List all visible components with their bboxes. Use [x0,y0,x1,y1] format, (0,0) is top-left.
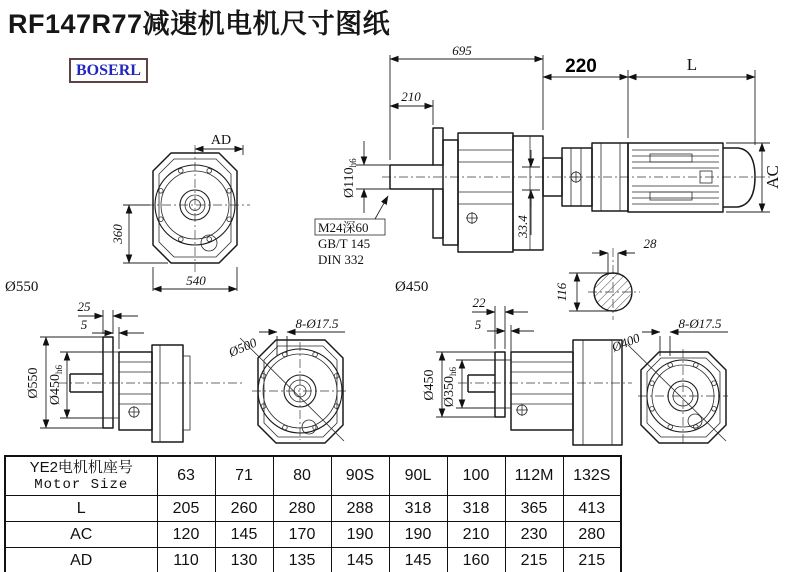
table-cell: 280 [273,496,331,522]
table-cell: 130 [215,548,273,572]
table-cell: 170 [273,522,331,548]
table-cell: 205 [157,496,215,522]
table-row-L [5,496,621,522]
table-cell: 318 [447,496,505,522]
dim-33-4: 33.4 [515,215,530,238]
dim-L: L [686,55,698,74]
header-en: Motor Size [34,476,129,493]
label-dia550: Ø550 [5,279,39,295]
table-cell: 318 [389,496,447,522]
size-col-71: 71 [215,456,273,496]
flange-front-view-400 [609,316,728,446]
table-row-AD [5,548,621,572]
table-cell: 260 [215,496,273,522]
motor-size-table [4,455,622,572]
dim-116: 116 [554,282,569,302]
dim-5c: 5 [474,317,482,332]
table-header-motor-size [5,456,157,496]
size-col-132S: 132S [563,456,621,496]
size-col-90L: 90L [389,456,447,496]
dim-25: 25 [77,299,91,314]
dim-220: 220 [565,56,597,77]
dim-flange-od-550: Ø550 [26,367,41,399]
dim-holes-d: 8-Ø17.5 [678,316,722,331]
dim-holes-b: 8-Ø17.5 [295,316,339,331]
dim-spigot-350: $Ø350_{h6}$ [442,366,458,408]
table-cell: 210 [447,522,505,548]
dim-AC: AC [763,165,782,189]
size-col-112M: 112M [505,456,563,496]
dim-shaft-dia: $Ø110_{h6}$ [342,158,358,198]
row-label-AC: AC [5,522,157,548]
size-col-63: 63 [157,456,215,496]
table-cell: 365 [505,496,563,522]
table-cell: 160 [447,548,505,572]
row-label-AD: AD [5,548,157,572]
table-cell: 120 [157,522,215,548]
size-col-100: 100 [447,456,505,496]
table-cell: 215 [505,548,563,572]
dim-695: 695 [452,43,472,58]
table-cell: 145 [389,548,447,572]
note-gbt: GB/T 145 [318,236,371,251]
size-col-80: 80 [273,456,331,496]
table-cell: 215 [563,548,621,572]
gearbox-front-view [5,133,250,295]
table-cell: 190 [389,522,447,548]
gearbox-motor-side-view [315,43,782,267]
table-cell: 280 [563,522,621,548]
row-label-L: L [5,496,157,522]
flange-front-view-500 [225,279,428,443]
dim-28: 28 [643,236,657,251]
table-cell: 110 [157,548,215,572]
dim-540: 540 [186,273,206,288]
dim-210: 210 [401,89,421,104]
table-cell: 413 [563,496,621,522]
table-cell: 230 [505,522,563,548]
dim-AD: AD [210,133,232,148]
table-row-AC [5,522,621,548]
table-cell: 145 [215,522,273,548]
dim-flange-od-450: Ø450 [422,369,437,401]
page-title: RF147R77减速机电机尺寸图纸 [8,9,391,39]
table-cell: 288 [331,496,389,522]
dim-22: 22 [472,295,486,310]
size-col-90S: 90S [331,456,389,496]
brand-logo: BOSERL [69,58,148,83]
dim-spigot-450: $Ø450_{h6}$ [48,364,64,406]
table-cell: 135 [273,548,331,572]
dim-5a: 5 [80,317,88,332]
table-cell: 190 [331,522,389,548]
dim-bolt-circle-400: Ø400 [609,330,642,355]
flange-side-view-550 [26,299,245,442]
note-din: DIN 332 [318,252,364,267]
shaft-key-section [554,236,657,320]
note-tap-hole: M24深60 [318,220,369,235]
dim-360: 360 [110,224,125,244]
label-dia450: Ø450 [395,279,429,295]
dim-bolt-circle-500: Ø500 [226,334,259,360]
table-cell: 145 [331,548,389,572]
flange-side-view-450 [422,295,632,445]
header-cn: YE2电机机座号 [29,458,133,476]
